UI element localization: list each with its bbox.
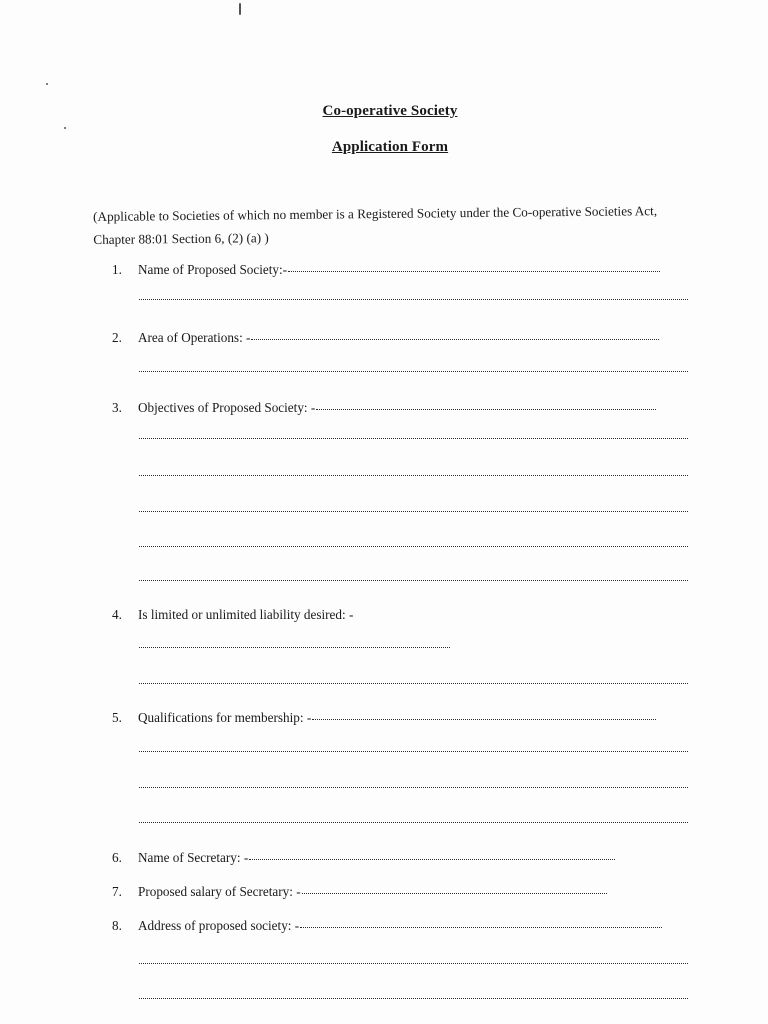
fill-line[interactable] [300, 925, 662, 928]
field-membership-qualifications [112, 710, 656, 726]
field-society-address [112, 918, 662, 934]
item-number: 6. [112, 850, 122, 865]
fill-line[interactable] [312, 717, 656, 720]
fill-line[interactable] [139, 509, 688, 512]
fill-line[interactable] [139, 473, 688, 476]
fill-line[interactable] [139, 820, 688, 823]
field-secretary-salary [112, 884, 607, 900]
item-label: Address of proposed society: - [138, 918, 300, 933]
fill-line[interactable] [139, 297, 688, 300]
item-number: 3. [112, 400, 122, 415]
item-label: Is limited or unlimited liability desired: - [138, 607, 354, 622]
scan-mark [239, 3, 241, 15]
form-subtitle: Application Form [331, 139, 449, 155]
fill-line[interactable] [139, 578, 688, 581]
field-area-of-operations [112, 330, 659, 346]
applicability-note: (Applicable to Societies of which no member is a Registered Society under the Co-operative Societies Act, Chapter 88:01 Section 6, (2) (a) ) [93, 203, 658, 247]
fill-line[interactable] [139, 369, 688, 372]
field-objectives [112, 400, 656, 416]
fill-line[interactable] [139, 544, 688, 547]
fill-line[interactable] [251, 337, 659, 340]
form-title: Co-operative Society [322, 103, 458, 119]
fill-line[interactable] [139, 785, 688, 788]
fill-line[interactable] [139, 681, 688, 684]
scan-speck [46, 83, 48, 85]
field-secretary-name [112, 850, 615, 866]
item-label: Proposed salary of Secretary: - [138, 884, 301, 899]
fill-line[interactable] [316, 407, 656, 410]
item-label: Objectives of Proposed Society: - [138, 400, 316, 415]
item-number: 4. [112, 607, 122, 622]
item-label: Name of Secretary: - [138, 850, 249, 865]
field-liability [112, 607, 353, 623]
item-number: 1. [112, 262, 122, 277]
fill-line[interactable] [139, 996, 688, 999]
scan-speck [64, 127, 66, 129]
fill-line[interactable] [139, 749, 688, 752]
fill-line[interactable] [249, 857, 615, 860]
field-proposed-society-name [112, 262, 660, 278]
item-label: Area of Operations: - [138, 330, 251, 345]
item-number: 2. [112, 330, 122, 345]
fill-line[interactable] [139, 961, 688, 964]
fill-line[interactable] [139, 436, 688, 439]
fill-line[interactable] [139, 645, 450, 648]
item-number: 5. [112, 710, 122, 725]
item-label: Name of Proposed Society:- [138, 262, 288, 277]
fill-line[interactable] [288, 269, 660, 272]
item-number: 8. [112, 918, 122, 933]
item-number: 7. [112, 884, 122, 899]
fill-line[interactable] [302, 891, 607, 894]
item-label: Qualifications for membership: - [138, 710, 312, 725]
